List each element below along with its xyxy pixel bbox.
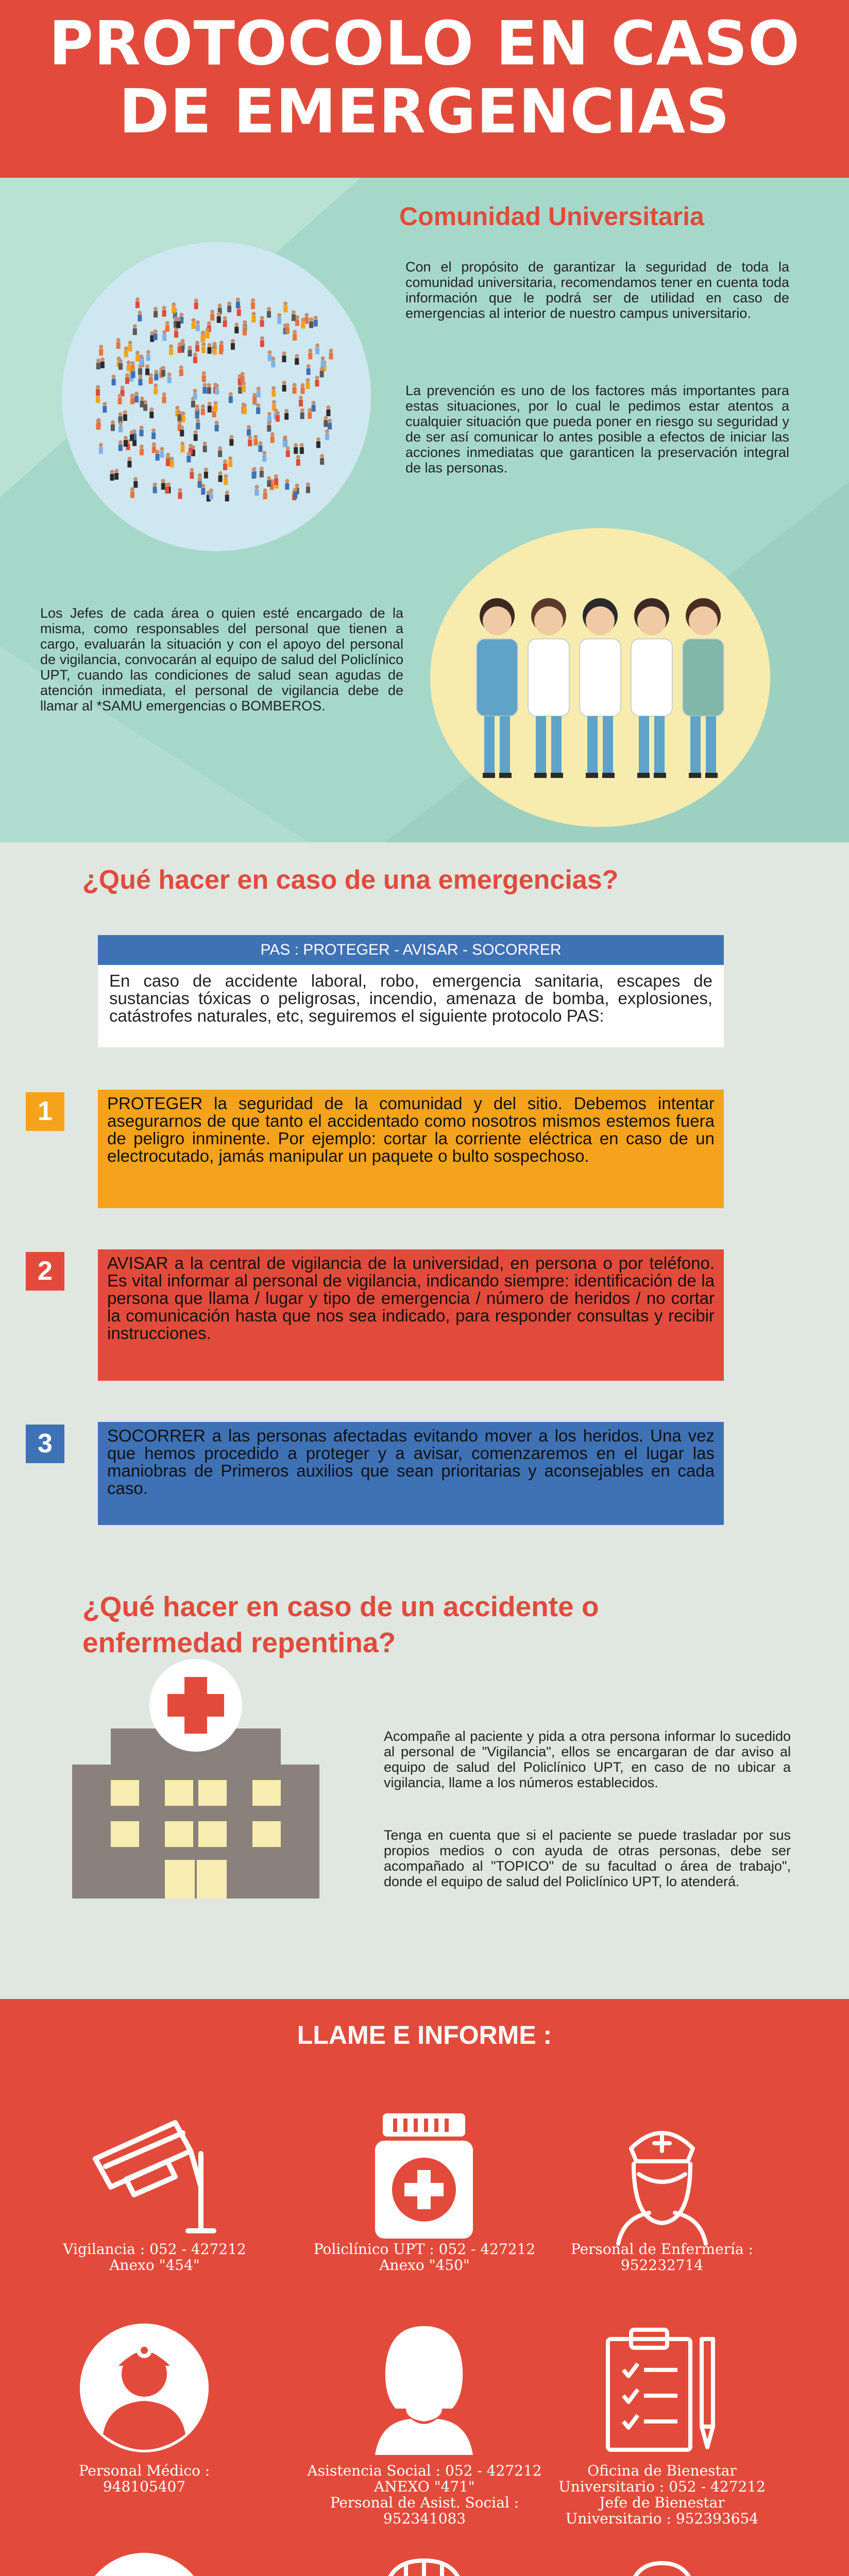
contact-line: 948105407: [103, 2478, 186, 2495]
community-section: [0, 178, 849, 842]
ambulance-icon: [75, 2548, 214, 2576]
call-center-icon: [592, 2548, 732, 2576]
step-2-text: AVISAR a la central de vigilancia de la universidad, en persona o por teléfono. Es vital informar al personal de vigilancia, indicando siempre: identificación de la persona que llama / lugar y tipo de emergencia / número de heridos / no cortar la comunicación hasta que nos sea indicado, para responder consultas y recibir instrucciones.: [107, 1253, 715, 1343]
contact-line: Anexo "454": [109, 2257, 200, 2274]
accident-paragraph-2: Tenga en cuenta que si el paciente se puede trasladar por sus propios medios o con ayuda de otras personas, debe ser acompañado al "TOPICO" de su facultad o área de trabajo", donde el equipo de salud del Policlínico UPT, lo atenderá.: [384, 1827, 791, 1889]
contact-bienestar: [538, 2463, 786, 2527]
hospital-icon: [62, 1656, 330, 1899]
contact-line: Vigilancia : 052 - 427212: [63, 2241, 246, 2258]
contact-line: Personal de Asist. Social :: [330, 2494, 519, 2511]
contact-line: Oficina de Bienestar: [587, 2462, 737, 2479]
step-1-number: 1: [26, 1092, 64, 1131]
cctv-camera-icon: [85, 2110, 224, 2249]
contact-line: 952232714: [620, 2257, 704, 2274]
contacts-section: [0, 1999, 849, 2576]
step-3-number: 3: [26, 1425, 64, 1463]
medical-staff-illustration: [430, 528, 770, 827]
nurse-icon: [592, 2107, 732, 2246]
pas-intro-text: En caso de accidente laboral, robo, emergencia sanitaria, escapes de sustancias tóxicas o peligrosas, incendio, amenaza de bomba, explosiones, catástrofes naturales, etc, seguiremos el siguiente protocolo PAS:: [109, 971, 712, 1025]
contact-line: Personal Médico :: [78, 2462, 210, 2479]
doctor-icon: [75, 2318, 214, 2458]
firefighter-icon: [354, 2548, 494, 2576]
step-1-text: PROTEGER la seguridad de la comunidad y del sitio. Debemos intentar asegurarnos de que tanto el accidentado como nosotros mismos estemos fuera de peligro inminente. Por ejemplo: cortar la corriente eléctrica en caso de un electrocutado, jamás manipular un paquete o bulto sospechoso.: [107, 1094, 715, 1165]
pas-intro-box: [98, 965, 724, 1047]
step-1-box: [98, 1090, 724, 1208]
step-2-number: 2: [26, 1252, 64, 1291]
contact-enfermeria: [538, 2241, 786, 2273]
contact-line: Asistencia Social : 052 - 427212: [307, 2462, 542, 2479]
title-line-2: DE EMERGENCIAS: [118, 76, 731, 147]
accident-title-line-2: enfermedad repentina?: [82, 1626, 396, 1658]
contact-policlinico: [301, 2241, 548, 2273]
community-title: Comunidad Universitaria: [399, 202, 704, 231]
contacts-title: LLAME E INFORME :: [297, 2021, 552, 2049]
clipboard-icon: [592, 2318, 732, 2458]
header-banner: [0, 0, 849, 178]
area-heads-paragraph: Los Jefes de cada área o quien esté encargado de la misma, como responsables del personal que tienen a cargo, evaluarán la situación y con el apoyo del personal de vigilancia, convocarán al equipo de salud del Policlínico UPT, cuando las condiciones de salud sean agudas de atención inmediata, el personal de vigilancia debe de llamar al *SAMU emergencias o BOMBEROS.: [40, 605, 403, 714]
step-3-box: [98, 1422, 724, 1525]
step-3-text: SOCORRER a las personas afectadas evitando mover a los heridos. Una vez que hemos procedido a proteger y a avisar, comenzaremos en el lugar las maniobras de Primeros auxilios que sean prioritarias y aconsejables en cada caso.: [107, 1426, 715, 1498]
community-paragraph-2: La prevención es uno de los factores más importantes para estas situaciones, por lo cual le pedimos estar atentos a cualquier situación que pueda poner en riesgo su seguridad y de ser así comunicar lo antes posible a efectos de iniciar las acciones inmediatas que garanticen la preservación integral de las personas.: [405, 383, 789, 476]
accident-title: [82, 1588, 793, 1660]
contact-line: Universitario : 952393654: [565, 2510, 759, 2527]
pas-header: PAS : PROTEGER - AVISAR - SOCORRER: [98, 935, 724, 965]
contact-asistencia-social: [280, 2463, 569, 2527]
community-paragraph-1: Con el propósito de garantizar la seguridad de toda la comunidad universitaria, recomendamos tener en cuenta toda información que le podrá ser de utilidad en caso de emergencias al interior de nuestro campus universitario.: [405, 259, 789, 321]
accident-title-line-1: ¿Qué hacer en caso de un accidente o: [82, 1590, 599, 1622]
contact-line: 952341083: [383, 2510, 466, 2527]
contact-line: Universitario : 052 - 427212: [558, 2478, 766, 2495]
social-worker-icon: [354, 2318, 494, 2458]
emergency-section: [0, 842, 849, 1999]
contact-medico: [21, 2463, 268, 2495]
accident-paragraph-1: Acompañe al paciente y pida a otra persona informar lo sucedido al personal de "Vigilancia", ellos se encargaran de dar aviso al equipo de salud del Policlínico UPT, en caso de no ubicar a vigilancia, llame a los números establecidos.: [384, 1728, 791, 1790]
title-line-1: PROTOCOLO EN CASO: [48, 8, 801, 79]
contact-vigilancia: [31, 2241, 278, 2273]
crowd-illustration: [62, 242, 371, 551]
contact-line: Personal de Enfermería :: [570, 2241, 754, 2258]
emergency-title: ¿Qué hacer en caso de una emergencias?: [82, 865, 619, 895]
medicine-bottle-icon: [354, 2107, 494, 2246]
step-2-box: [98, 1249, 724, 1381]
page-title: [0, 9, 849, 145]
contact-line: Policlínico UPT : 052 - 427212: [313, 2241, 536, 2258]
contact-line: Anexo "450": [379, 2257, 470, 2274]
contact-line: Jefe de Bienestar: [599, 2494, 725, 2511]
contact-line: ANEXO "471": [374, 2478, 475, 2495]
